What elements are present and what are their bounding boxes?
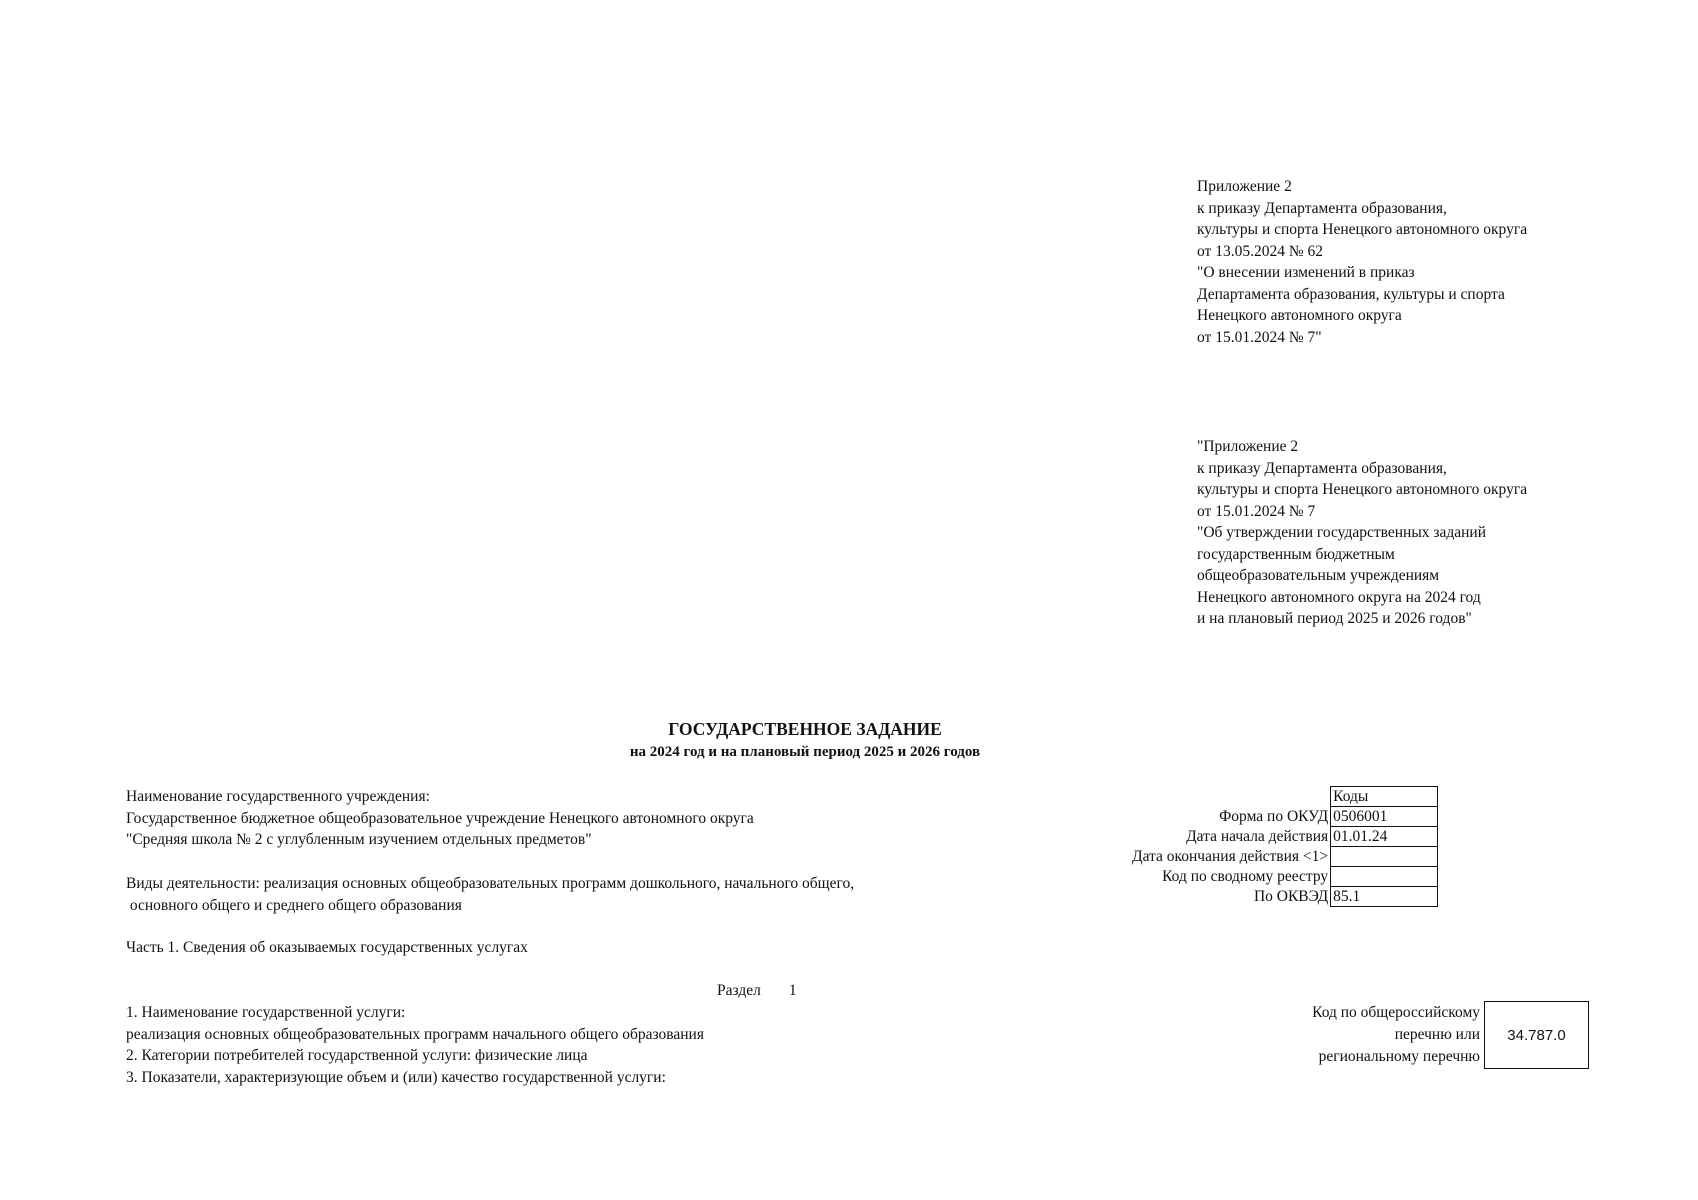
appendix-line: "Приложение 2 — [1197, 438, 1299, 455]
appendix-line: и на плановый период 2025 и 2026 годов" — [1197, 610, 1472, 627]
registry-label-line: региональному перечню — [1318, 1048, 1480, 1065]
codes-row-label: Дата окончания действия <1> — [1132, 847, 1329, 865]
appendix-line: Департамента образования, культуры и спорта — [1197, 285, 1505, 303]
codes-row — [1130, 807, 1438, 827]
codes-row-label: Код по сводному реестру — [1162, 867, 1329, 885]
appendix-line: от 15.01.2024 № 7" — [1197, 328, 1322, 346]
appendix-line: культуры и спорта Ненецкого автономного округа — [1197, 481, 1528, 498]
codes-row — [1130, 847, 1438, 867]
consumer-category: 2. Категории потребителей государственной услуги: физические лица — [126, 1047, 588, 1064]
appendix-line: от 13.05.2024 № 62 — [1197, 242, 1323, 260]
service-info — [126, 1002, 704, 1088]
document-subtitle: на 2024 год и на плановый период 2025 и 2026 годов — [629, 744, 981, 760]
codes-header-row — [1130, 787, 1438, 807]
service-name-label: 1. Наименование государственной услуги: — [126, 1004, 406, 1021]
codes-row-value: 85.1 — [1331, 887, 1438, 907]
appendix-line: культуры и спорта Ненецкого автономного округа — [1197, 221, 1528, 238]
codes-row — [1130, 867, 1438, 887]
appendix-line: общеобразовательным учреждениям — [1197, 567, 1440, 584]
activities-line: основного общего и среднего общего образования — [126, 896, 462, 914]
appendix-line: Приложение 2 — [1197, 178, 1292, 195]
title-block — [555, 718, 1055, 763]
institution-label: Наименование государственного учреждения: — [126, 788, 430, 805]
appendix-header-current — [1197, 176, 1527, 348]
codes-row-value — [1331, 867, 1438, 887]
codes-table — [1130, 786, 1438, 907]
part-heading — [126, 937, 528, 959]
appendix-line: государственным бюджетным — [1197, 545, 1395, 563]
appendix-line: от 15.01.2024 № 7 — [1197, 502, 1316, 520]
codes-row-label: Форма по ОКУД — [1219, 807, 1329, 825]
appendix-line: к приказу Департамента образования, — [1197, 199, 1447, 217]
indicators-heading: 3. Показатели, характеризующие объем и (или) качество государственной услуги: — [126, 1068, 666, 1086]
registry-code-box — [1484, 1001, 1589, 1069]
codes-row-value: 01.01.24 — [1331, 827, 1438, 847]
registry-code-value: 34.787.0 — [1507, 1026, 1566, 1044]
institution-name-quoted: "Средняя школа № 2 с углубленным изучением отдельных предметов" — [126, 831, 592, 848]
activities-block — [126, 873, 854, 916]
appendix-line: "Об утверждении государственных заданий — [1197, 524, 1487, 541]
codes-row-label: По ОКВЭД — [1253, 887, 1329, 905]
codes-row-value: 0506001 — [1331, 807, 1438, 827]
part-title: Часть 1. Сведения об оказываемых государственных услугах — [126, 939, 528, 956]
registry-code-label — [1240, 1002, 1480, 1068]
appendix-line: Ненецкого автономного округа — [1197, 307, 1402, 324]
institution-block — [126, 786, 754, 851]
appendix-line: Ненецкого автономного округа на 2024 год — [1197, 588, 1481, 606]
appendix-header-original — [1197, 436, 1527, 630]
appendix-line: "О внесении изменений в приказ — [1197, 264, 1415, 281]
document-title: ГОСУДАРСТВЕННОЕ ЗАДАНИЕ — [668, 719, 942, 739]
codes-header-spacer — [1130, 787, 1331, 807]
appendix-line: к приказу Департамента образования, — [1197, 459, 1447, 477]
section-label: Раздел — [717, 982, 761, 999]
service-name-value: реализация основных общеобразовательных программ начального общего образования — [126, 1025, 704, 1043]
activities-line: Виды деятельности: реализация основных общеобразовательных программ дошкольного, начального общего, — [126, 875, 855, 892]
registry-label-line: Код по общероссийскому — [1312, 1004, 1480, 1021]
institution-name: Государственное бюджетное общеобразовательное учреждение Ненецкого автономного округа — [126, 809, 754, 827]
section-number: 1 — [788, 982, 797, 999]
codes-header: Коды — [1331, 787, 1438, 807]
codes-row — [1130, 887, 1438, 907]
registry-label-line: перечню или — [1394, 1026, 1480, 1043]
codes-row-label: Дата начала действия — [1186, 827, 1329, 845]
codes-row — [1130, 827, 1438, 847]
codes-row-value — [1331, 847, 1438, 867]
section-heading — [717, 980, 825, 1002]
